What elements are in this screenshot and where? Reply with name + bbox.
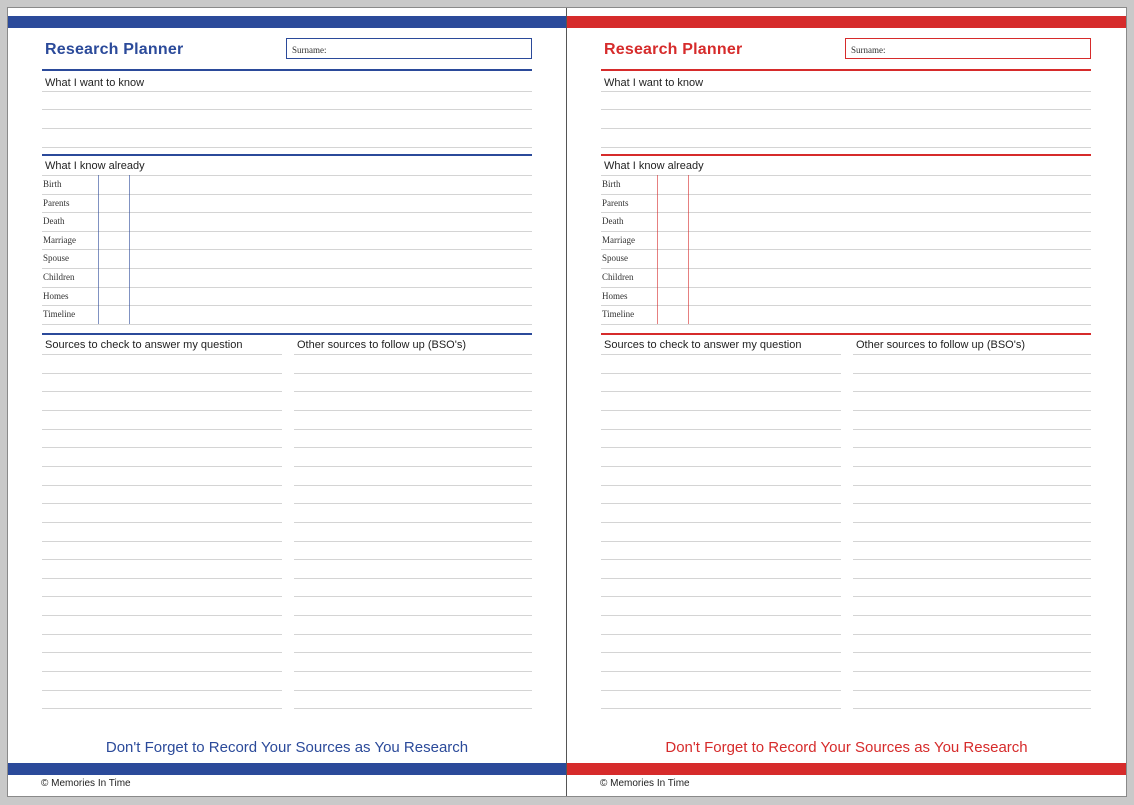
fact-label-death: Death <box>43 216 65 227</box>
other-sources-writing-line[interactable] <box>294 634 532 635</box>
sources-writing-line[interactable] <box>42 615 282 616</box>
research-planner-page-red <box>567 8 1126 796</box>
want-writing-line[interactable] <box>601 109 1091 110</box>
other-sources-writing-line[interactable] <box>294 522 532 523</box>
fact-row-birth[interactable] <box>601 194 1091 195</box>
sources-writing-line[interactable] <box>601 466 841 467</box>
other-sources-writing-line[interactable] <box>294 671 532 672</box>
sources-writing-line[interactable] <box>601 541 841 542</box>
header-rule <box>42 69 532 71</box>
other-sources-writing-line[interactable] <box>294 541 532 542</box>
sources-writing-line[interactable] <box>601 578 841 579</box>
other-sources-writing-line[interactable] <box>853 522 1091 523</box>
other-sources-writing-line[interactable] <box>294 708 532 709</box>
other-sources-writing-line[interactable] <box>294 596 532 597</box>
sources-writing-line[interactable] <box>42 410 282 411</box>
top-color-band <box>8 16 566 28</box>
sources-writing-line[interactable] <box>42 503 282 504</box>
fact-label-birth: Birth <box>602 179 621 189</box>
sources-writing-line[interactable] <box>42 652 282 653</box>
fact-row-children[interactable] <box>42 287 532 288</box>
sources-writing-line[interactable] <box>601 671 841 672</box>
other-sources-writing-line[interactable] <box>294 615 532 616</box>
section-know-already: What I know already <box>604 160 704 172</box>
want-writing-line[interactable] <box>601 128 1091 129</box>
fact-label-death: Death <box>602 216 624 227</box>
planner-sheet <box>7 7 1127 797</box>
sources-writing-line[interactable] <box>601 354 841 355</box>
sources-writing-line[interactable] <box>42 634 282 635</box>
sources-writing-line[interactable] <box>42 447 282 448</box>
other-sources-writing-line[interactable] <box>294 429 532 430</box>
other-sources-writing-line[interactable] <box>294 391 532 392</box>
section-want-to-know: What I want to know <box>604 77 704 89</box>
copyright-notice: © Memories In Time <box>41 778 131 789</box>
other-sources-writing-line[interactable] <box>294 466 532 467</box>
sources-writing-line[interactable] <box>42 690 282 691</box>
want-writing-line[interactable] <box>42 109 532 110</box>
sources-writing-line[interactable] <box>601 596 841 597</box>
other-sources-writing-line[interactable] <box>294 354 532 355</box>
fact-label-children: Children <box>43 272 75 282</box>
other-sources-writing-line[interactable] <box>294 485 532 486</box>
sources-writing-line[interactable] <box>601 503 841 504</box>
other-sources-writing-line[interactable] <box>853 503 1091 504</box>
column-other-sources: Other sources to follow up (BSO's) <box>297 339 466 351</box>
header-rule <box>601 69 1091 71</box>
know-table-line <box>42 175 532 176</box>
fact-label-timeline: Timeline <box>602 309 635 320</box>
other-sources-writing-line[interactable] <box>853 447 1091 448</box>
fact-row-parents[interactable] <box>601 212 1091 213</box>
sources-writing-line[interactable] <box>601 708 841 709</box>
footer-reminder: Don't Forget to Record Your Sources as You Research <box>105 739 469 756</box>
sources-writing-line[interactable] <box>601 429 841 430</box>
fact-row-timeline[interactable] <box>601 324 1091 325</box>
sources-writing-line[interactable] <box>42 391 282 392</box>
fact-label-children: Children <box>602 272 634 282</box>
copyright-notice: © Memories In Time <box>600 778 690 789</box>
sources-writing-line[interactable] <box>42 559 282 560</box>
want-writing-line[interactable] <box>42 91 532 92</box>
section-want-to-know: What I want to know <box>45 77 145 89</box>
other-sources-writing-line[interactable] <box>294 373 532 374</box>
other-sources-writing-line[interactable] <box>853 671 1091 672</box>
research-planner-page-blue <box>8 8 566 796</box>
fact-row-homes[interactable] <box>601 305 1091 306</box>
sources-writing-line[interactable] <box>42 373 282 374</box>
other-sources-writing-line[interactable] <box>853 391 1091 392</box>
sources-writing-line[interactable] <box>42 354 282 355</box>
sources-writing-line[interactable] <box>601 559 841 560</box>
other-sources-writing-line[interactable] <box>853 708 1091 709</box>
fact-row-homes[interactable] <box>42 305 532 306</box>
bottom-color-band <box>8 763 566 775</box>
want-writing-line[interactable] <box>42 128 532 129</box>
fact-label-homes: Homes <box>43 290 69 301</box>
fact-label-homes: Homes <box>602 290 628 301</box>
fact-date-column-line <box>688 175 689 324</box>
other-sources-writing-line[interactable] <box>853 541 1091 542</box>
fact-row-children[interactable] <box>601 287 1091 288</box>
fact-label-spouse: Spouse <box>602 253 629 264</box>
sources-writing-line[interactable] <box>601 615 841 616</box>
sources-writing-line[interactable] <box>601 447 841 448</box>
sources-writing-line[interactable] <box>601 373 841 374</box>
fact-label-parents: Parents <box>602 197 629 208</box>
sources-writing-line[interactable] <box>601 634 841 635</box>
other-sources-writing-line[interactable] <box>853 410 1091 411</box>
fact-row-spouse[interactable] <box>601 268 1091 269</box>
fact-row-death[interactable] <box>601 231 1091 232</box>
other-sources-writing-line[interactable] <box>853 690 1091 691</box>
section-know-already: What I know already <box>45 160 145 172</box>
fact-date-column-line <box>657 175 658 324</box>
fact-date-column-line <box>129 175 130 324</box>
fact-label-marriage: Marriage <box>43 234 76 245</box>
other-sources-writing-line[interactable] <box>853 485 1091 486</box>
sources-section-rule <box>42 333 532 335</box>
fact-row-parents[interactable] <box>42 212 532 213</box>
surname-field[interactable]: Surname: <box>845 38 1091 59</box>
other-sources-writing-line[interactable] <box>294 447 532 448</box>
know-section-rule <box>42 154 532 156</box>
sources-writing-line[interactable] <box>42 578 282 579</box>
know-section-rule <box>601 154 1091 156</box>
fact-date-column-line <box>98 175 99 324</box>
column-sources-to-check: Sources to check to answer my question <box>604 339 802 351</box>
fact-label-marriage: Marriage <box>602 234 635 245</box>
other-sources-writing-line[interactable] <box>853 615 1091 616</box>
top-color-band <box>567 16 1126 28</box>
other-sources-writing-line[interactable] <box>294 578 532 579</box>
fact-row-birth[interactable] <box>42 194 532 195</box>
fact-label-parents: Parents <box>43 197 70 208</box>
sources-writing-line[interactable] <box>42 522 282 523</box>
other-sources-writing-line[interactable] <box>853 466 1091 467</box>
want-writing-line[interactable] <box>601 91 1091 92</box>
column-other-sources: Other sources to follow up (BSO's) <box>856 339 1025 351</box>
other-sources-writing-line[interactable] <box>853 354 1091 355</box>
page-title: Research Planner <box>604 41 743 58</box>
other-sources-writing-line[interactable] <box>853 373 1091 374</box>
other-sources-writing-line[interactable] <box>294 559 532 560</box>
other-sources-writing-line[interactable] <box>853 578 1091 579</box>
sources-writing-line[interactable] <box>601 485 841 486</box>
fact-row-timeline[interactable] <box>42 324 532 325</box>
other-sources-writing-line[interactable] <box>294 652 532 653</box>
other-sources-writing-line[interactable] <box>853 652 1091 653</box>
other-sources-writing-line[interactable] <box>853 429 1091 430</box>
want-writing-line[interactable] <box>42 147 532 148</box>
fact-row-death[interactable] <box>42 231 532 232</box>
sources-writing-line[interactable] <box>42 596 282 597</box>
sources-writing-line[interactable] <box>42 429 282 430</box>
want-writing-line[interactable] <box>601 147 1091 148</box>
bottom-color-band <box>567 763 1126 775</box>
fact-row-spouse[interactable] <box>42 268 532 269</box>
column-sources-to-check: Sources to check to answer my question <box>45 339 243 351</box>
other-sources-writing-line[interactable] <box>853 559 1091 560</box>
sources-writing-line[interactable] <box>601 652 841 653</box>
sources-section-rule <box>601 333 1091 335</box>
sources-writing-line[interactable] <box>42 671 282 672</box>
sources-writing-line[interactable] <box>601 690 841 691</box>
fact-row-marriage[interactable] <box>601 249 1091 250</box>
other-sources-writing-line[interactable] <box>294 503 532 504</box>
other-sources-writing-line[interactable] <box>853 634 1091 635</box>
surname-field[interactable]: Surname: <box>286 38 532 59</box>
sources-writing-line[interactable] <box>42 466 282 467</box>
fact-label-timeline: Timeline <box>43 309 76 320</box>
other-sources-writing-line[interactable] <box>853 596 1091 597</box>
sources-writing-line[interactable] <box>42 485 282 486</box>
page-title: Research Planner <box>45 41 184 58</box>
other-sources-writing-line[interactable] <box>294 690 532 691</box>
sources-writing-line[interactable] <box>601 410 841 411</box>
sources-writing-line[interactable] <box>601 522 841 523</box>
other-sources-writing-line[interactable] <box>294 410 532 411</box>
fact-row-marriage[interactable] <box>42 249 532 250</box>
sources-writing-line[interactable] <box>601 391 841 392</box>
sources-writing-line[interactable] <box>42 541 282 542</box>
sources-writing-line[interactable] <box>42 708 282 709</box>
know-table-line <box>601 175 1091 176</box>
fact-label-spouse: Spouse <box>43 253 70 264</box>
footer-reminder: Don't Forget to Record Your Sources as You Research <box>665 739 1028 756</box>
fact-label-birth: Birth <box>43 179 62 189</box>
